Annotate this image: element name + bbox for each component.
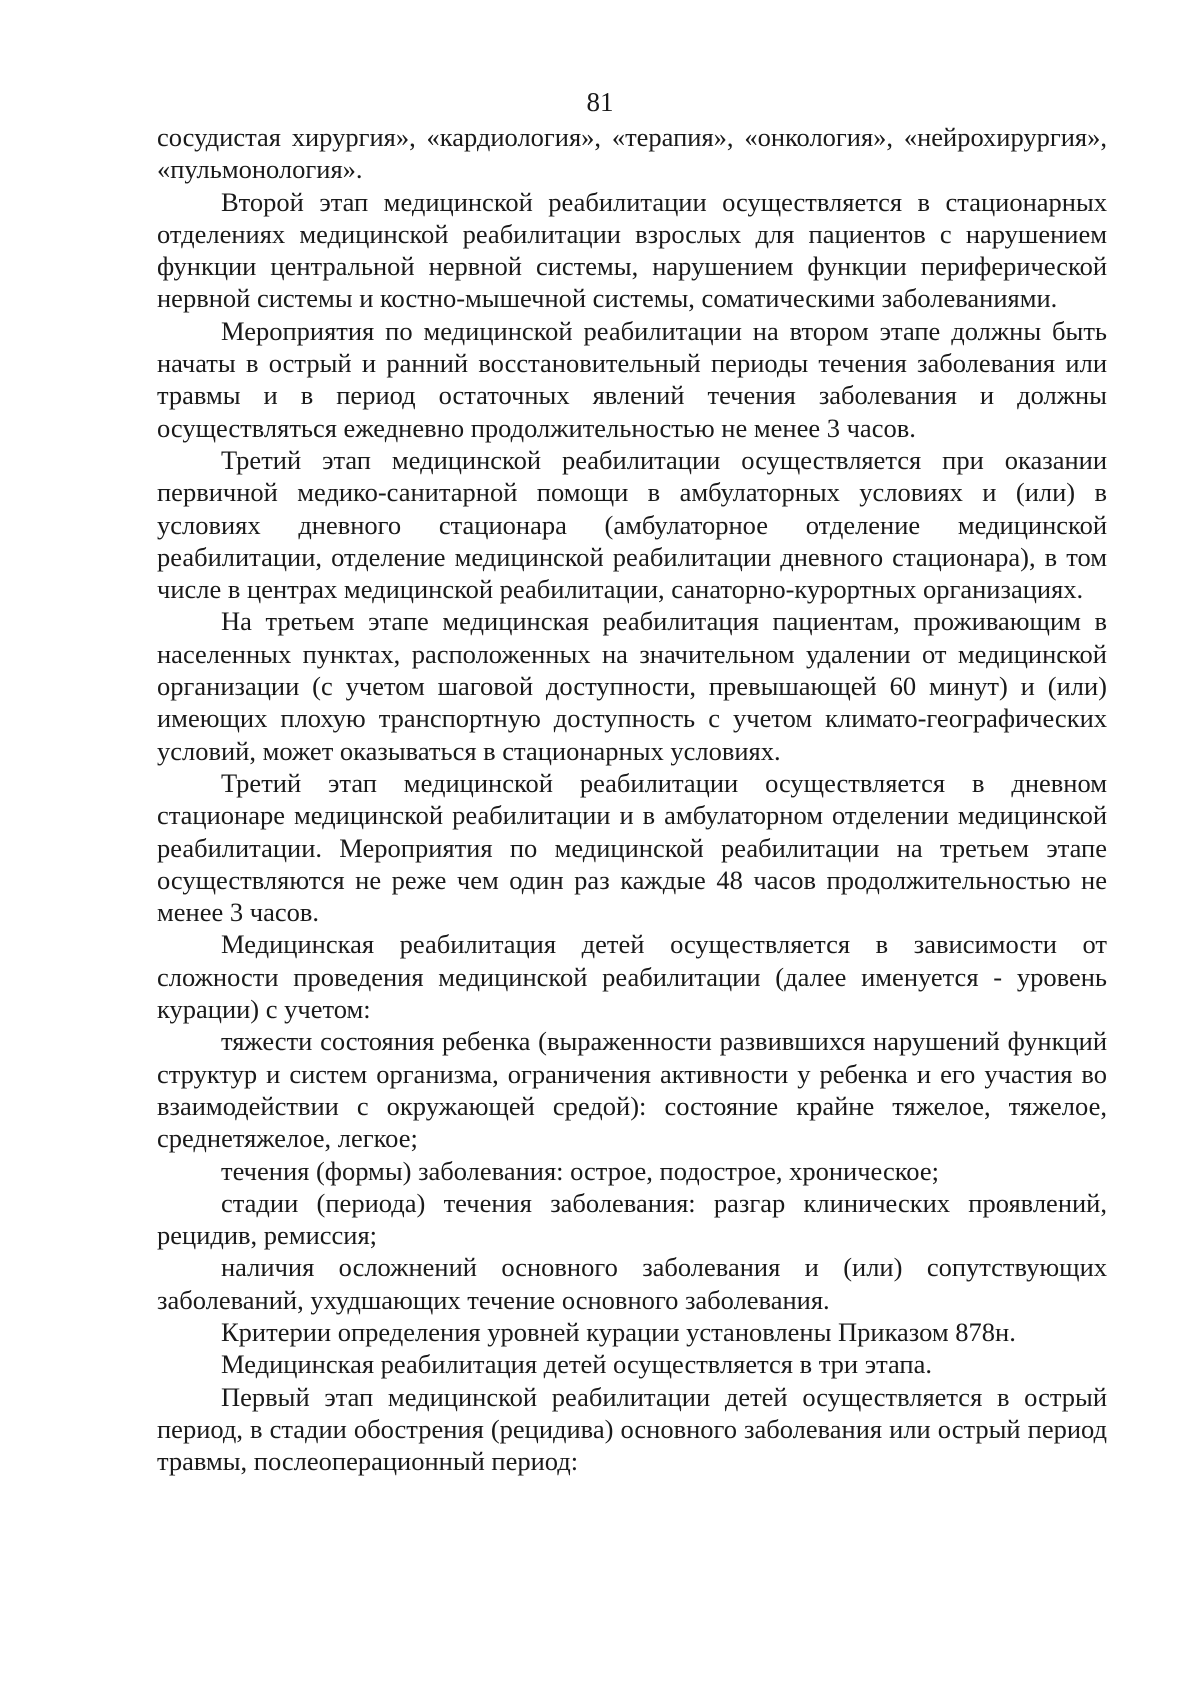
paragraph: Медицинская реабилитация детей осуществляется в зависимости от сложности проведения медицинской реабилитации (далее именуется - уровень курации) с учетом:	[157, 929, 1107, 1025]
paragraph: Третий этап медицинской реабилитации осуществляется в дневном стационаре медицинской реабилитации и в амбулаторном отделении медицинской реабилитации. Мероприятия по медицинской реабилитации на третьем этапе осуществляются не реже чем один раз каждые 48 часов продолжительностью не менее 3 часов.	[157, 767, 1107, 928]
paragraph: Критерии определения уровней курации установлены Приказом 878н.	[221, 1316, 1016, 1347]
paragraph: Третий этап медицинской реабилитации осуществляется при оказании первичной медико-санитарной помощи в амбулаторных условиях и (или) в условиях дневного стационара (амбулаторное отделение медицинской реабилитации, отделение медицинской реабилитации дневного стационара), в том числе в центрах медицинской реабилитации, санаторно-курортных организациях.	[157, 444, 1107, 605]
paragraph: Второй этап медицинской реабилитации осуществляется в стационарных отделениях медицинской реабилитации взрослых для пациентов с нарушением функции центральной нервной системы, нарушением функции периферической нервной системы и костно-мышечной системы, соматическими заболеваниями.	[157, 186, 1107, 314]
page-number: 81	[586, 87, 614, 117]
document-body	[157, 121, 1107, 1477]
paragraph: На третьем этапе медицинская реабилитация пациентам, проживающим в населенных пунктах, расположенных на значительном удалении от медицинской организации (с учетом шаговой доступности, превышающей 60 минут) и (или) имеющих плохую транспортную доступность с учетом климато-географических условий, может оказываться в стационарных условиях.	[157, 606, 1107, 766]
paragraph: сосудистая хирургия», «кардиология», «терапия», «онкология», «нейрохирургия», «пульмонология».	[157, 122, 1107, 185]
list-item: наличия осложнений основного заболевания и (или) сопутствующих заболеваний, ухудшающих течение основного заболевания.	[157, 1252, 1107, 1315]
list-item: тяжести состояния ребенка (выраженности развившихся нарушений функций структур и систем организма, ограничения активности у ребенка и его участия во взаимодействии с окружающей средой): состояние крайне тяжелое, тяжелое, среднетяжелое, легкое;	[157, 1026, 1107, 1154]
paragraph: Мероприятия по медицинской реабилитации на втором этапе должны быть начаты в острый и ранний восстановительный периоды течения заболевания или травмы и в период остаточных явлений течения заболевания и должны осуществляться ежедневно продолжительностью не менее 3 часов.	[157, 315, 1107, 443]
paragraph: Первый этап медицинской реабилитации детей осуществляется в острый период, в стадии обострения (рецидива) основного заболевания или острый период травмы, послеоперационный период:	[157, 1381, 1107, 1477]
paragraph: Медицинская реабилитация детей осуществляется в три этапа.	[221, 1349, 932, 1380]
list-item: стадии (периода) течения заболевания: разгар клинических проявлений, рецидив, ремиссия;	[157, 1187, 1107, 1251]
list-item: течения (формы) заболевания: острое, подострое, хроническое;	[221, 1155, 939, 1186]
